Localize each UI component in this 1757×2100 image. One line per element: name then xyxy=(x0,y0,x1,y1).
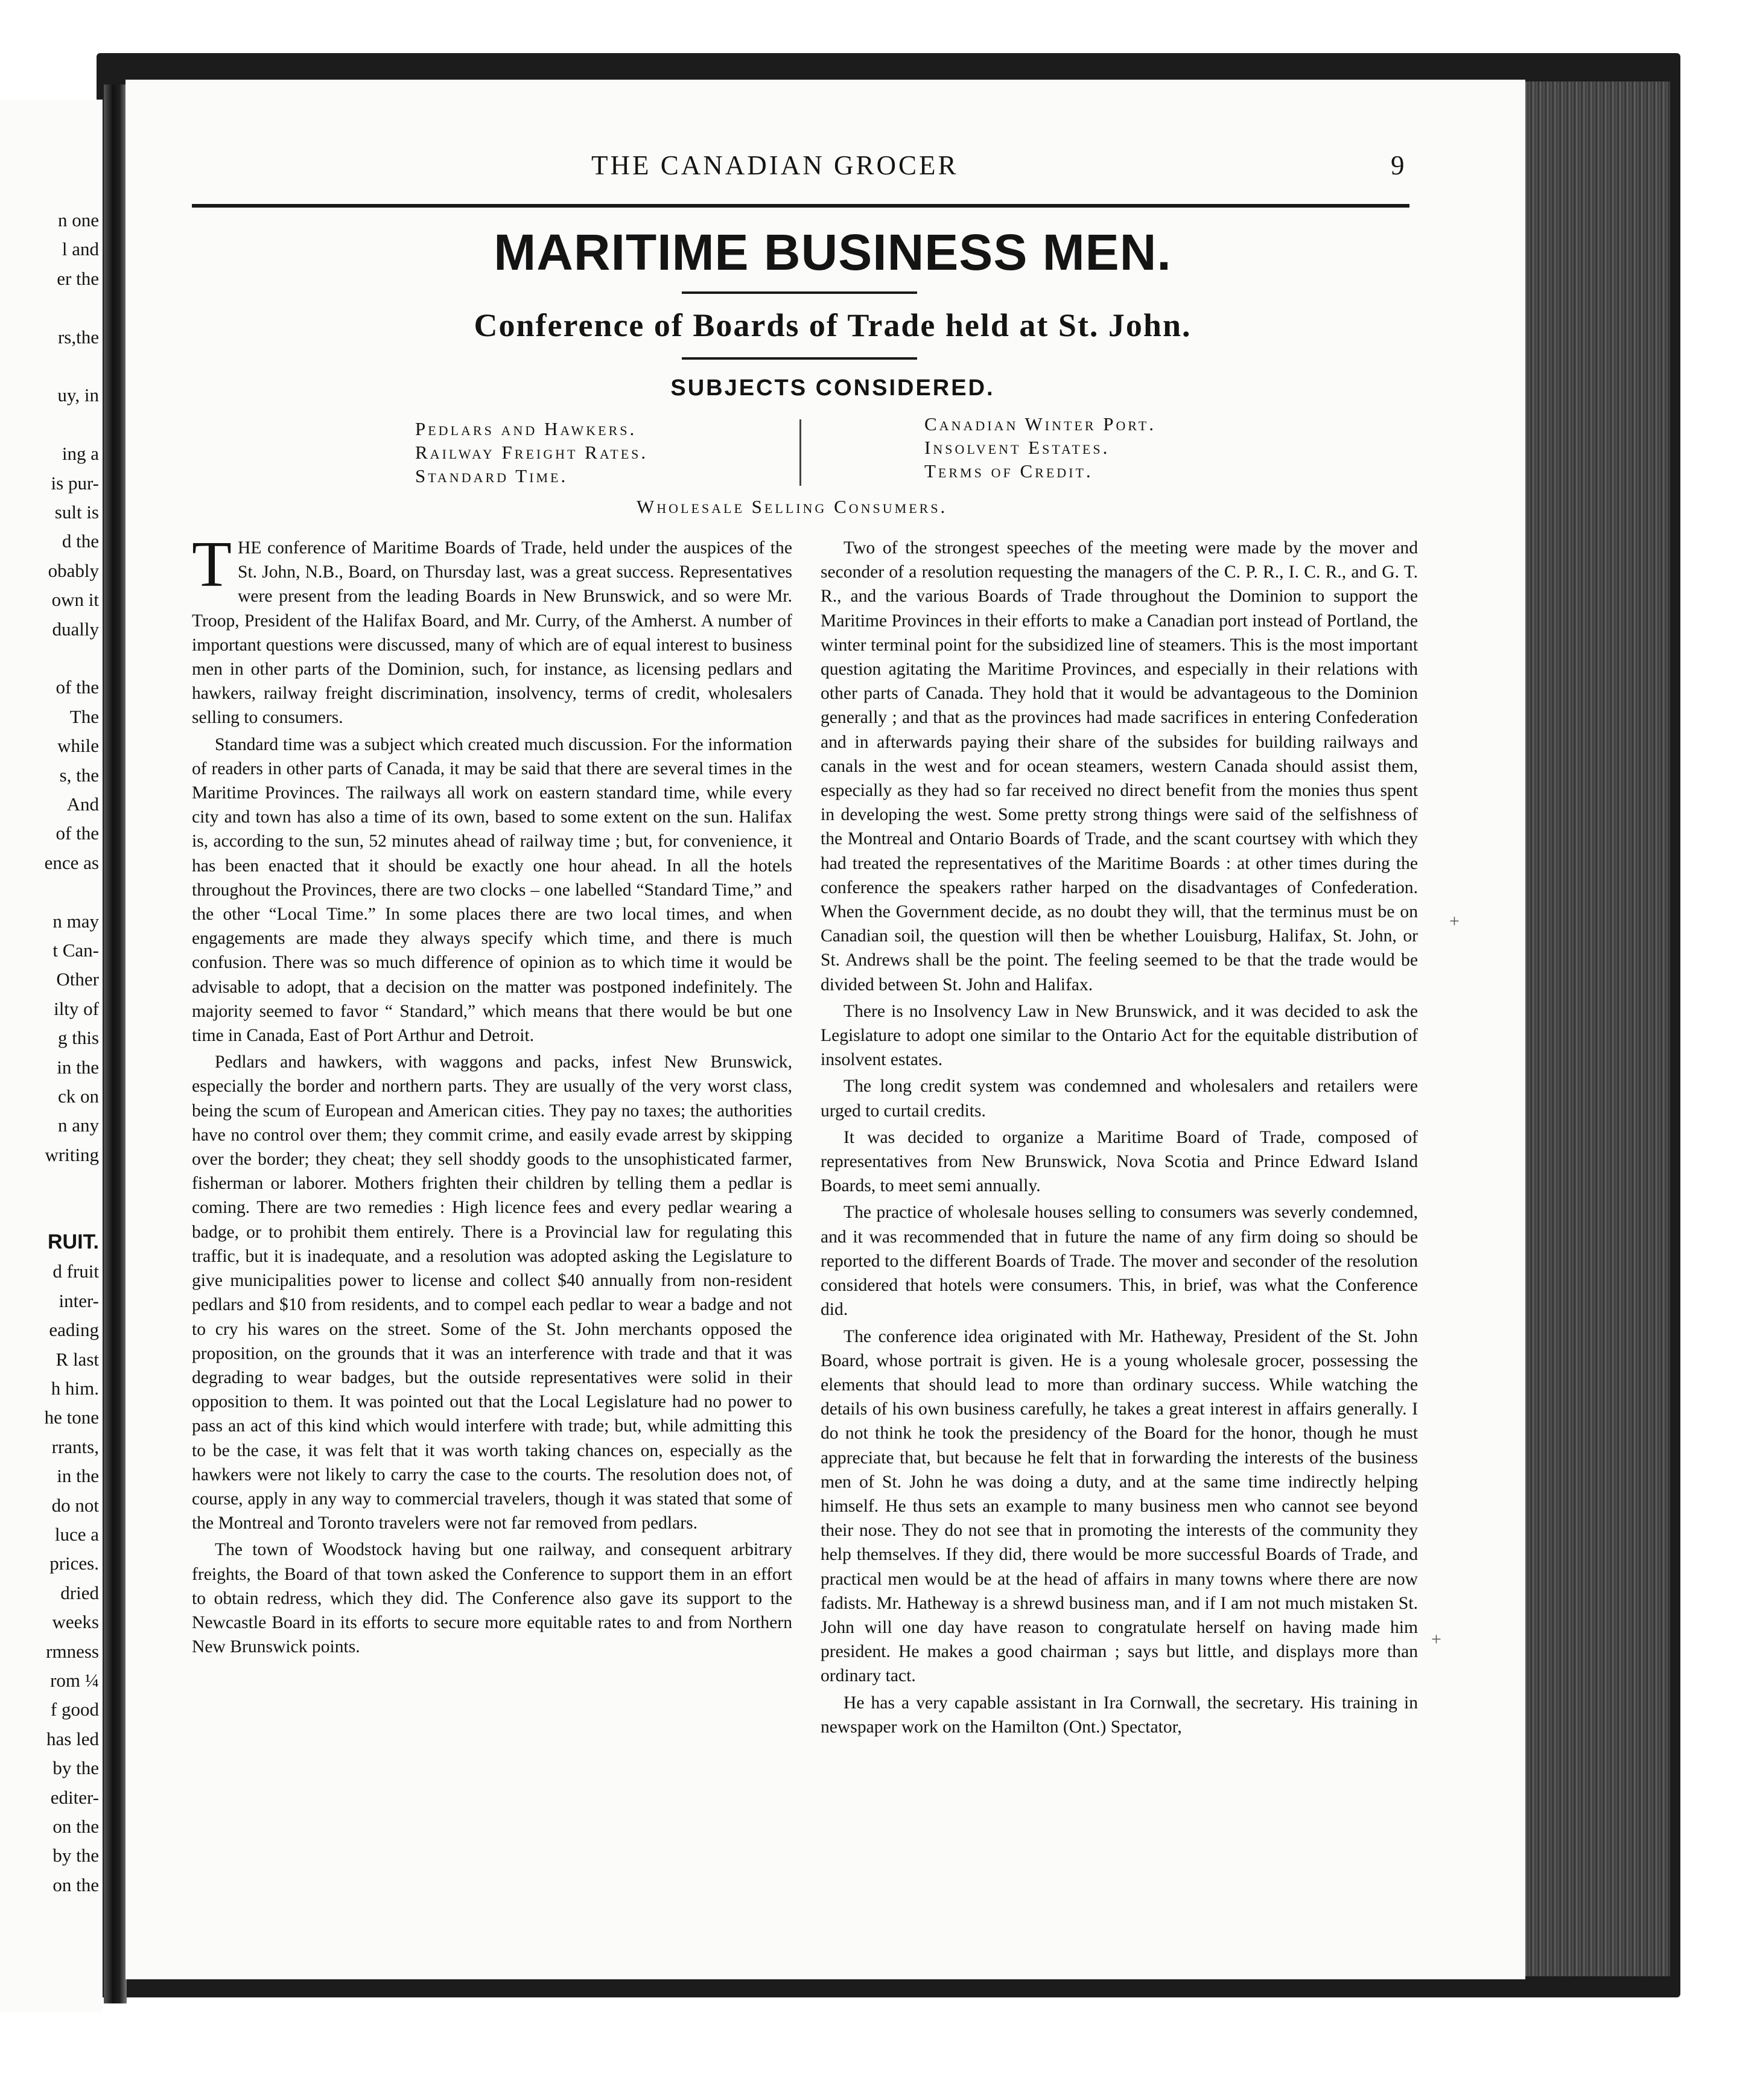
facing-page-line: rs,the xyxy=(57,326,99,348)
facing-page-line: is pur- xyxy=(51,472,99,494)
facing-page-line: rrants, xyxy=(51,1436,99,1457)
scan-mark: + xyxy=(1431,1629,1441,1649)
subject-item: Railway Freight Rates. xyxy=(415,442,649,463)
facing-page-line: ing a xyxy=(62,443,99,465)
facing-page-line: Other xyxy=(56,969,99,990)
facing-page-line: uy, in xyxy=(57,384,99,406)
facing-page-line: R last xyxy=(56,1348,99,1370)
facing-page-line: while xyxy=(57,735,99,757)
subject-item: Wholesale Selling Consumers. xyxy=(637,496,948,517)
facing-page-line: in the xyxy=(57,1056,99,1078)
facing-page-line: by the xyxy=(52,1845,99,1866)
facing-page-line: dried xyxy=(60,1582,99,1603)
article-column-right xyxy=(821,536,1418,1742)
subject-item: Terms of Credit. xyxy=(924,460,1093,482)
running-title: THE CANADIAN GROCER xyxy=(591,150,959,180)
facing-page-line: The xyxy=(69,705,99,727)
facing-page-line: eading xyxy=(49,1319,99,1341)
subject-item: Pedlars and Hawkers. xyxy=(415,418,637,439)
facing-page-line: of the xyxy=(56,822,99,844)
facing-page-line: RUIT. xyxy=(48,1230,99,1253)
facing-page-line: n any xyxy=(57,1115,99,1136)
facing-page-line: in the xyxy=(57,1465,99,1487)
paragraph: He has a very capable assistant in Ira Cornwall, the secretary. His training in newspaper work on the Hamilton (Ont.) Spectator, xyxy=(821,1693,1418,1737)
facing-page-line: ck on xyxy=(57,1086,99,1107)
facing-page-line: d the xyxy=(62,530,99,552)
article-title: MARITIME BUSINESS MEN. xyxy=(494,224,1172,281)
facing-page-line: obably xyxy=(48,559,99,581)
facing-page-line: And xyxy=(66,794,99,815)
facing-page-line: prices. xyxy=(49,1553,99,1574)
paragraph: The practice of wholesale houses selling to consumers was severly condemned, and it was recommended that in future the name of any firm doing so should be reported to the different Boards of Trade. The mover and seconder of the resolution considered that hotels were consumers. This, in brief, was what the Conference did. xyxy=(821,1203,1418,1320)
facing-page-line: f good xyxy=(50,1699,99,1720)
facing-page-line: t Can- xyxy=(52,940,99,961)
facing-page-line: do not xyxy=(51,1494,99,1516)
title-rule xyxy=(682,291,917,294)
paragraph: The long credit system was condemned and wholesalers and retailers were urged to curtail credits. xyxy=(821,1077,1418,1121)
header-rule xyxy=(192,204,1409,208)
page-edges xyxy=(1520,81,1670,1976)
subjects-divider xyxy=(799,419,801,486)
paragraph: It was decided to organize a Maritime Board of Trade, composed of representatives from New Brunswick, Nova Scotia and Prince Edward Island Boards, to meet semi annually. xyxy=(821,1127,1418,1196)
facing-page-line: g this xyxy=(57,1027,99,1049)
facing-page-line: weeks xyxy=(52,1611,99,1633)
facing-page-line: d fruit xyxy=(52,1261,99,1282)
facing-page-line: by the xyxy=(52,1757,99,1779)
facing-page-line: luce a xyxy=(54,1524,99,1545)
facing-page-line: editer- xyxy=(50,1786,99,1808)
paragraph: There is no Insolvency Law in New Brunswick, and it was decided to ask the Legislature to adopt one similar to the Ontario Act for the equitable distribution of insolvent estates. xyxy=(821,1001,1418,1070)
subject-item: Insolvent Estates. xyxy=(924,437,1110,458)
facing-page-line: n one xyxy=(57,209,99,231)
facing-page-line: ilty of xyxy=(54,998,99,1019)
subject-item: Standard Time. xyxy=(415,465,568,486)
paragraph-text: HE conference of Maritime Boards of Trade, held under the auspices of the St. John, N.B., Board, on Thursday last, was a great success. Representatives were present from the leading Boards in New Brunswick, and so were Mr. Troop, President of the Halifax Board, and Mr. Curry, of the Amherst. A number of important questions were discussed, many of which are of equal interest to business men in other parts of the Dominion, such, for instance, as licensing pedlars and hawkers, railway freight discrimination, insolvency, terms of credit, wholesalers selling to consumers. xyxy=(192,538,792,728)
facing-page xyxy=(0,100,103,2012)
facing-page-line: own it xyxy=(51,589,99,611)
facing-page-line: inter- xyxy=(59,1290,99,1311)
facing-page-line: has led xyxy=(46,1728,99,1749)
facing-page-line: n may xyxy=(52,910,99,932)
facing-page-line: l and xyxy=(62,238,99,260)
drop-cap: T xyxy=(192,529,232,600)
article-column-left xyxy=(192,529,792,1661)
facing-page-line: rom ¼ xyxy=(50,1670,99,1691)
subjects-heading: SUBJECTS CONSIDERED. xyxy=(670,375,995,401)
facing-page-line: s, the xyxy=(59,764,99,786)
facing-page-line: rmness xyxy=(46,1640,99,1662)
subject-item: Canadian Winter Port. xyxy=(924,413,1156,434)
facing-page-line: h him. xyxy=(51,1378,99,1399)
facing-page-line: ence as xyxy=(44,851,99,873)
paragraph: Pedlars and hawkers, with waggons and packs, infest New Brunswick, especially the border and northern parts. They are usually of the very worst class, being the scum of European and American cities. They pay no taxes; the authorities have no control over them; they commit crime, and easily evade arrest by skipping over the border; they cheat; they sell shoddy goods to the unsophisticated farmer, fisherman or laborer. Mothers frighten their children by telling them a pedlar is coming. There are two remedies : High licence fees and every pedlar wearing a badge, or to prohibit them entirely. There is a Provincial law for regulating this traffic, but it is inadequate, and a resolution was adopted asking the Legislature to give municipalities power to license and collect $40 annually from non-resident pedlars and $10 from residents, and to compel each pedlar to wear a badge and not to cry his wares on the street. Some of the St. John merchants opposed the proposition, on the grounds that it was an interference with trade and that it was degrading to wear badges, but the outside representatives were solid in their opposition to them. It was pointed out that the Local Legislature had no power to pass an act of this kind which would interfere with trade; but, while admitting this to be the case, it was felt that it was worth taking chances on, especially as the hawkers were not likely to carry the case to the courts. The resolution does not, of course, apply in any way to commercial travelers, though it was stated that some of the Montreal and Toronto travelers were not far removed from pedlars. xyxy=(192,1052,792,1533)
article-subtitle: Conference of Boards of Trade held at St. John. xyxy=(474,307,1192,343)
paragraph: The town of Woodstock having but one railway, and consequent arbitrary freights, the Board of that town asked the Conference to support them in an effort to obtain redress, which they did. The Conference also gave its support to the Newcastle Board in its efforts to secure more equitable rates to and from Northern New Brunswick points. xyxy=(192,1540,792,1657)
scan-mark: + xyxy=(1449,911,1460,931)
facing-page-line: sult is xyxy=(54,501,99,523)
facing-page-line: on the xyxy=(52,1874,99,1895)
paragraph xyxy=(192,529,792,730)
facing-page-line: er the xyxy=(57,267,99,289)
paragraph: The conference idea originated with Mr. Hatheway, President of the St. John Board, whose portrait is given. He is a young wholesale grocer, possessing the elements that should lead to more than ordinary success. While watching the details of his own business carefully, he takes a great interest in affairs generally. I do not think he took the presidency of the Board for the honor, though he must appreciate that, but because he felt that in forwarding the interests of the business men of St. John he was doing a duty, and at the same time indirectly helping himself. He thus sets an example to many business men who cannot see beyond their nose. They do not see that in promoting the interests of the community they help themselves. If they did, there would be more successful Boards of Trade, and practical men would be at the head of affairs in many towns where there are now fadists. Mr. Hatheway is a shrewd business man, and if I am not much mistaken St. John will one day have reason to congratulate herself on having made him president. He makes a good chairman ; says but little, and displays more than ordinary tact. xyxy=(821,1326,1418,1686)
facing-page-line: on the xyxy=(52,1816,99,1837)
facing-page-line: he tone xyxy=(44,1407,99,1428)
facing-page-line: of the xyxy=(56,676,99,698)
facing-page-line: writing xyxy=(45,1144,99,1165)
facing-page-line: dually xyxy=(52,618,99,640)
paragraph: Standard time was a subject which created much discussion. For the information of readers in other parts of Canada, it may be said that there are several times in the Maritime Provinces. The railways all work on eastern standard time, while every city and town has also a time of its own, based to some extent on the sun. Halifax is, according to the sun, 52 minutes ahead of railway time ; but, for convenience, it has been enacted that it should be exactly one hour ahead. In all the hotels throughout the Provinces, there are two clocks – one labelled “Standard Time,” and the other “Local Time.” In some places there are two local times, and when engagements are made they always specify which time, and there is much confusion. There was so much difference of opinion as to which time it would be advisable to adopt, that a decision on the matter was postponed indefinitely. The majority seemed to favor “ Standard,” which means that there would be but one time in Canada, East of Port Arthur and Detroit. xyxy=(192,734,792,1046)
subtitle-rule xyxy=(682,357,917,360)
book-spine xyxy=(104,84,127,2003)
paragraph: Two of the strongest speeches of the meeting were made by the mover and seconder of a resolution requesting the managers of the C. P. R., I. C. R., and G. T. R., and the various Boards of Trade throughout the Dominion to support the Maritime Provinces in their efforts to make a Canadian port instead of Portland, the winter terminal point for the subsidized line of steamers. This is the most important question agitating the Maritime Provinces, and especially in their relations with other parts of Canada. They hold that it would be advantageous to the Dominion generally ; and that as the provinces had made sacrifices in entering Confederation and in afterwards paying their share of the subsides for building railways and canals in the west and for ocean steamers, western Canada should assist them, especially as they had so far received no direct benefit from the monies thus spent in developing the west. Some pretty strong things were said of the selfishness of the Montreal and Ontario Boards of Trade, and the scant courtsey with which they had treated the representatives of the Maritime Boards : at other times during the conference the speakers rather harped on the disadvantages of Confederation. When the Government decide, as no doubt they will, that the terminus must be on Canadian soil, the question will then be whether Louisburg, Halifax, St. John, or St. Andrews shall be the point. The feeling seemed to be that the trade would be divided between St. John and Halifax. xyxy=(821,538,1418,994)
page-number: 9 xyxy=(1391,150,1405,180)
